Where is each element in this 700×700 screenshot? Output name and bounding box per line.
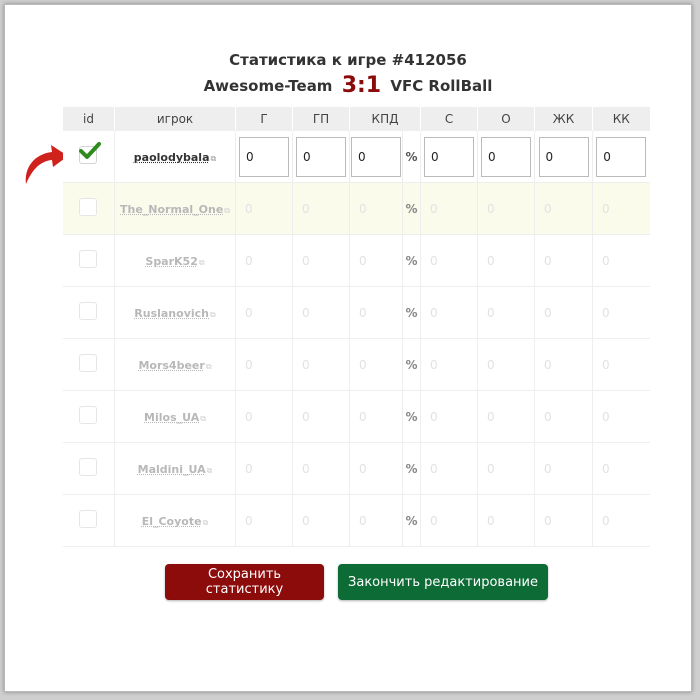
checkmark-icon	[79, 141, 101, 161]
percent-label: %	[403, 339, 421, 391]
efficiency-input[interactable]	[351, 137, 401, 177]
col-header-player: игрок	[115, 107, 236, 131]
percent-label: %	[403, 183, 421, 235]
red-cards-value[interactable]: 0	[602, 409, 610, 424]
yellow-cards-value[interactable]: 0	[544, 305, 552, 320]
o-value[interactable]: 0	[487, 409, 495, 424]
table-row	[63, 287, 650, 339]
player-link[interactable]: El_Coyote	[141, 514, 202, 528]
external-link-icon: ⧉	[210, 309, 216, 319]
col-header-kk: КК	[593, 107, 650, 131]
row-checkbox[interactable]	[79, 458, 97, 476]
player-link[interactable]: SparK52	[145, 254, 198, 268]
goals-value[interactable]: 0	[245, 253, 253, 268]
assists-value[interactable]: 0	[302, 305, 310, 320]
col-header-gp: ГП	[293, 107, 350, 131]
external-link-icon: ⧉	[198, 257, 205, 267]
red-cards-value[interactable]: 0	[602, 305, 610, 320]
o-value[interactable]: 0	[487, 357, 495, 372]
efficiency-value[interactable]: 0	[359, 513, 367, 528]
col-header-s: С	[421, 107, 478, 131]
table-row	[63, 495, 650, 547]
goals-value[interactable]: 0	[245, 201, 253, 216]
percent-label: %	[403, 495, 421, 547]
home-team: Awesome-Team	[203, 77, 333, 95]
o-value[interactable]: 0	[487, 253, 495, 268]
yellow-cards-value[interactable]: 0	[544, 253, 552, 268]
assists-input[interactable]	[296, 137, 346, 177]
saves-value[interactable]: 0	[430, 253, 438, 268]
percent-label: %	[403, 443, 421, 495]
saves-value[interactable]: 0	[430, 305, 438, 320]
efficiency-value[interactable]: 0	[359, 201, 367, 216]
assists-value[interactable]: 0	[302, 461, 310, 476]
col-header-g: Г	[236, 107, 293, 131]
external-link-icon: ⧉	[206, 465, 213, 475]
table-row	[63, 131, 650, 183]
yellow-cards-input[interactable]	[539, 137, 589, 177]
saves-value[interactable]: 0	[430, 357, 438, 372]
page-title: Статистика к игре #412056	[229, 51, 467, 69]
score: 3:1	[341, 73, 382, 98]
col-header-o: О	[478, 107, 535, 131]
saves-input[interactable]	[424, 137, 474, 177]
table-row	[63, 235, 650, 287]
goals-value[interactable]: 0	[245, 513, 253, 528]
yellow-cards-value[interactable]: 0	[544, 201, 552, 216]
assists-value[interactable]: 0	[302, 253, 310, 268]
o-value[interactable]: 0	[487, 461, 495, 476]
table-row	[63, 391, 650, 443]
o-value[interactable]: 0	[487, 513, 495, 528]
assists-value[interactable]: 0	[302, 357, 310, 372]
table-row	[63, 443, 650, 495]
player-link[interactable]: Maldini_UA	[137, 462, 206, 476]
goals-value[interactable]: 0	[245, 409, 253, 424]
saves-value[interactable]: 0	[430, 461, 438, 476]
yellow-cards-value[interactable]: 0	[544, 461, 552, 476]
goals-value[interactable]: 0	[245, 461, 253, 476]
external-link-icon: ⧉	[210, 153, 217, 163]
table-header-row	[63, 107, 650, 131]
yellow-cards-value[interactable]: 0	[544, 409, 552, 424]
row-checkbox[interactable]	[79, 354, 97, 372]
save-statistics-button[interactable]: Сохранить статистику	[165, 564, 324, 600]
external-link-icon: ⧉	[205, 361, 212, 371]
o-value[interactable]: 0	[487, 201, 495, 216]
red-cards-value[interactable]: 0	[602, 461, 610, 476]
efficiency-value[interactable]: 0	[359, 253, 367, 268]
yellow-cards-value[interactable]: 0	[544, 513, 552, 528]
away-team: VFC RollBall	[390, 77, 493, 95]
finish-editing-button[interactable]: Закончить редактирование	[338, 564, 548, 600]
external-link-icon: ⧉	[202, 517, 209, 527]
percent-label: %	[403, 287, 421, 339]
red-cards-value[interactable]: 0	[602, 201, 610, 216]
col-header-zhk: ЖК	[535, 107, 593, 131]
yellow-cards-value[interactable]: 0	[544, 357, 552, 372]
table-row	[63, 183, 650, 235]
col-header-kpd: КПД	[350, 107, 421, 131]
percent-label: %	[403, 131, 421, 183]
player-link[interactable]: Milos_UA	[144, 410, 200, 424]
stats-table	[62, 107, 650, 547]
external-link-icon: ⧉	[200, 413, 206, 423]
player-link[interactable]: Mors4beer	[138, 358, 205, 372]
row-checkbox[interactable]	[79, 302, 97, 320]
saves-value[interactable]: 0	[430, 409, 438, 424]
row-checkbox[interactable]	[79, 406, 97, 424]
red-cards-value[interactable]: 0	[602, 253, 610, 268]
assists-value[interactable]: 0	[302, 513, 310, 528]
player-link[interactable]: Ruslanovich	[134, 306, 209, 320]
efficiency-value[interactable]: 0	[359, 461, 367, 476]
goals-input[interactable]	[239, 137, 289, 177]
red-cards-value[interactable]: 0	[602, 513, 610, 528]
table-row	[63, 339, 650, 391]
row-checkbox[interactable]	[79, 198, 97, 216]
efficiency-value[interactable]: 0	[359, 357, 367, 372]
red-cards-value[interactable]: 0	[602, 357, 610, 372]
col-header-id: id	[63, 107, 115, 131]
row-select-cell	[63, 131, 115, 183]
match-score-line	[5, 73, 691, 98]
efficiency-value[interactable]: 0	[359, 409, 367, 424]
percent-label: %	[403, 235, 421, 287]
goals-value[interactable]: 0	[245, 357, 253, 372]
o-input[interactable]	[481, 137, 531, 177]
row-checkbox[interactable]	[79, 146, 97, 164]
assists-value[interactable]: 0	[302, 409, 310, 424]
red-cards-input[interactable]	[596, 137, 646, 177]
goals-value[interactable]: 0	[245, 305, 253, 320]
efficiency-value[interactable]: 0	[359, 305, 367, 320]
player-cell	[115, 131, 236, 183]
assists-value[interactable]: 0	[302, 201, 310, 216]
percent-label: %	[403, 391, 421, 443]
saves-value[interactable]: 0	[430, 513, 438, 528]
player-link[interactable]: The_Normal_One	[120, 202, 224, 216]
row-checkbox[interactable]	[79, 510, 97, 528]
row-checkbox[interactable]	[79, 250, 97, 268]
player-link[interactable]: paolodybala	[133, 150, 210, 164]
o-value[interactable]: 0	[487, 305, 495, 320]
saves-value[interactable]: 0	[430, 201, 438, 216]
external-link-icon: ⧉	[224, 205, 230, 215]
